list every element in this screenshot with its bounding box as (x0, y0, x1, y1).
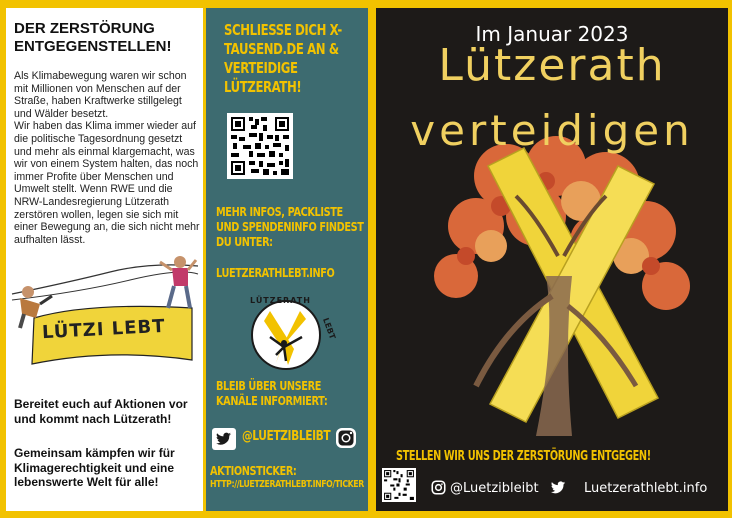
climbers-banner-illustration (10, 252, 202, 382)
sticker-url[interactable]: HTTP://LUETZERATHLEBT.INFO/TICKER (210, 479, 364, 490)
middle-panel (206, 8, 368, 511)
left-panel (6, 8, 203, 511)
left-heading: DER ZERSTÖRUNG ENTGEGENSTELLEN! (14, 20, 172, 55)
title-verteidigen: verteidigen (410, 106, 694, 155)
channels-text: BLEIB ÜBER UNSERE KANÄLE INFORMIERT: (216, 378, 328, 408)
logo-text-top: LÜTZERATH (250, 296, 311, 305)
title-luetzerath: Lützerath (438, 40, 666, 91)
qr-code-graphic (227, 113, 293, 179)
left-bold-2: Gemeinsam kämpfen wir für Klimagerechtigkeit und eine lebenswerte Welt für alle! (14, 446, 175, 490)
twitter-icon[interactable] (212, 428, 236, 450)
footer-instagram-icon[interactable] (431, 480, 446, 495)
middle-heading: SCHLIESSE DICH X-TAUSEND.DE AN & VERTEIDIGE LÜTZERATH! (224, 21, 342, 96)
qr-code[interactable] (227, 113, 293, 179)
social-handle[interactable]: @LUETZIBLEIBT (242, 429, 331, 444)
sticker-label: AKTIONSTICKER: (210, 463, 297, 478)
x-tree-illustration (396, 136, 716, 436)
left-bold-1: Bereitet euch auf Aktionen vor und kommt nach Lützerath! (14, 397, 188, 426)
footer-qr-code[interactable] (382, 468, 416, 502)
footer-instagram-handle[interactable]: @Luetzibleibt (450, 481, 539, 496)
footer-qr-graphic (382, 468, 416, 502)
logo-text-side: LEBT (321, 316, 338, 341)
left-body-para-1: Als Klimabewegung waren wir schon mit Millionen von Menschen auf der Straße, haben Kraftwerke stillgelegt und Wälder besetzt. (14, 70, 187, 120)
slogan: STELLEN WIR UNS DER ZERSTÖRUNG ENTGEGEN! (396, 448, 651, 464)
footer-website[interactable]: Luetzerathlebt.info (584, 481, 708, 496)
left-body-para-2: Wir haben das Klima immer wieder auf die politische Tagesordnung gesetzt und mehr als einmal klargemacht, was wir von einem System halten, das noch immer Profite über Menschen und Umwelt stellt. Wenn RWE und die NRW-Landesregierung Lützerath zerstören wollen, legen sie sich mit einer Bewegung an, die sich nicht mehr aufhalten lässt. (14, 120, 200, 246)
left-body (14, 70, 202, 246)
event-date: Im Januar 2023 (475, 22, 629, 46)
more-info-text: MEHR INFOS, PACKLISTE UND SPENDENINFO FINDEST DU UNTER: (216, 204, 364, 249)
banner-text: LÜTZI LEBT (41, 315, 166, 344)
website-link[interactable]: LUETZERATHLEBT.INFO (216, 265, 335, 280)
instagram-icon[interactable] (334, 426, 358, 450)
right-panel (376, 8, 728, 511)
footer-twitter-icon[interactable] (549, 480, 567, 496)
